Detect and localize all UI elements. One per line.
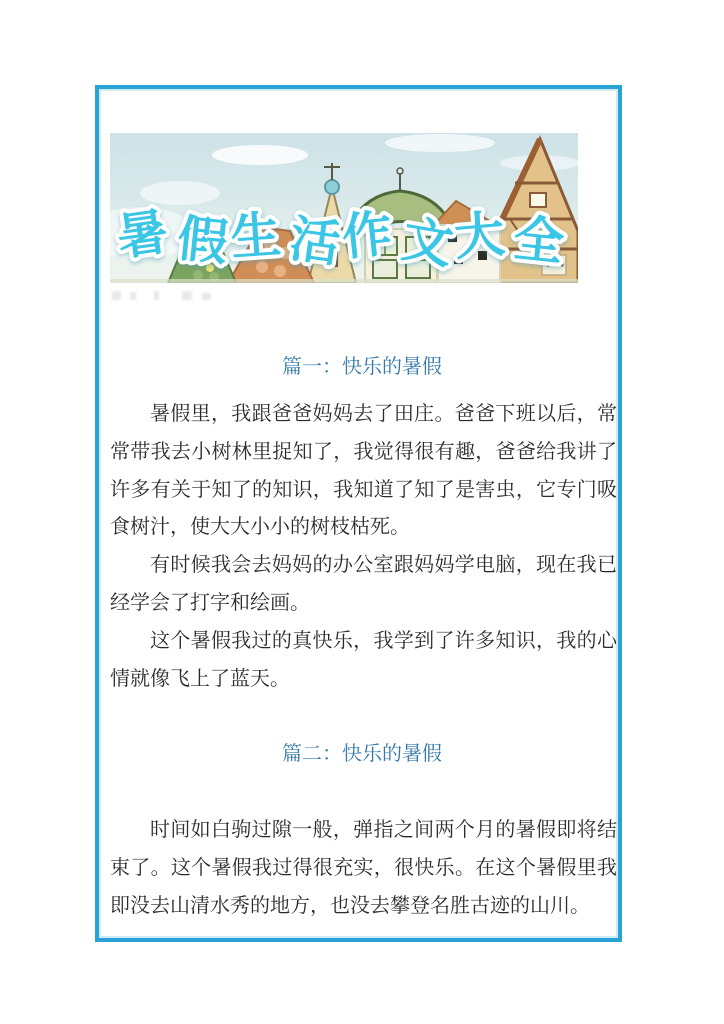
- banner-title-art: [110, 133, 578, 283]
- section-2-paragraph-1: 时间如白驹过隙一般，弹指之间两个月的暑假即将结束了。这个暑假我过得很充实，很快乐。在这个暑假里我即没去山清水秀的地方，也没去攀登名胜古迹的山川。: [110, 819, 617, 917]
- header-banner-image: [110, 133, 578, 283]
- page-border-frame: [95, 85, 622, 942]
- section-1-heading: 篇一：快乐的暑假: [282, 356, 442, 378]
- ghost-watermark-artifacts: [110, 289, 230, 303]
- section-2-heading: 篇二：快乐的暑假: [282, 743, 442, 766]
- banner-title-text: 暑假生活作文大全: [113, 202, 573, 276]
- section-1-paragraph-3: 这个暑假我过的真快乐，我学到了许多知识，我的心情就像飞上了蓝天。: [110, 629, 617, 690]
- section-1-paragraph-1: 暑假里，我跟爸爸妈妈去了田庄。爸爸下班以后，常常带我去小树林里捉知了，我觉得很有趣，爸爸给我讲了许多有关于知了的知识，我知道了知了是害虫，它专门吸食树汁，使大大小小的树枝枯死。: [110, 403, 617, 539]
- section-1-paragraph-2: 有时候我会去妈妈的办公室跟妈妈学电脑，现在我已经学会了打字和绘画。: [110, 554, 617, 614]
